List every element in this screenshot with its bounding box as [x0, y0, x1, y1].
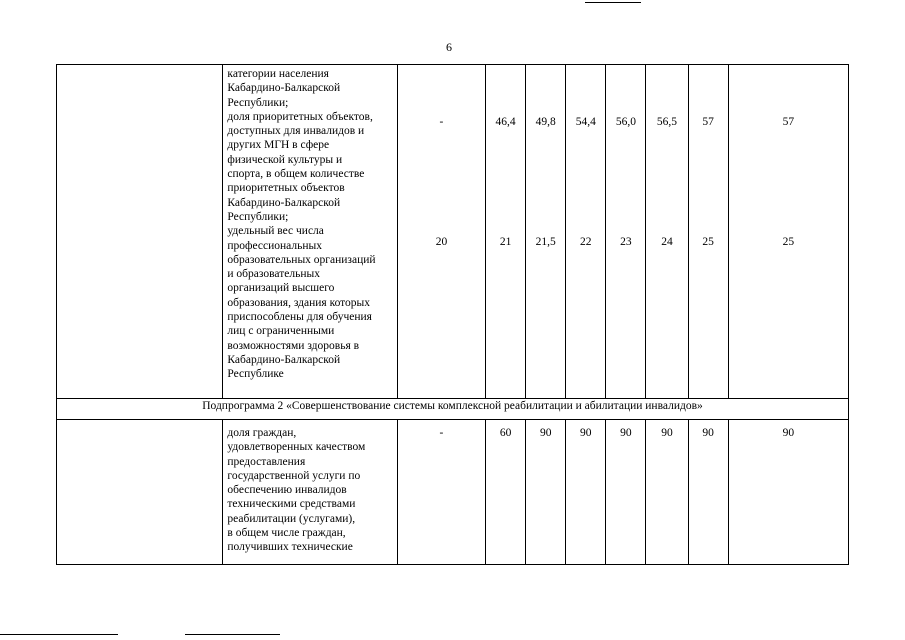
value-b: 25 — [782, 236, 795, 248]
description-line: Кабардино-Балкарской — [227, 82, 341, 95]
description-line: категории населения — [227, 68, 329, 80]
description-line: Кабардино-Балкарской — [227, 196, 341, 209]
value-cell-8 — [728, 65, 848, 399]
value-cell-3 — [526, 65, 566, 399]
description-line: организаций высшего — [227, 282, 335, 295]
value-cell-7 — [688, 420, 728, 565]
value-cell-5 — [606, 420, 646, 565]
value: 90 — [539, 427, 552, 439]
subprogram-row — [57, 399, 849, 420]
indicator-description — [223, 65, 397, 399]
description-line: и образовательных — [227, 268, 320, 281]
value-cell-3 — [526, 420, 566, 565]
description-line: Республике — [227, 368, 284, 381]
description-lines — [227, 426, 392, 555]
scan-mark-top — [585, 2, 641, 3]
value-cell-6 — [646, 420, 688, 565]
value-a: 49,8 — [535, 116, 556, 128]
value-cell-2 — [486, 420, 526, 565]
subprogram-title: Подпрограмма 2 «Совершенствование системы комплексной реабилитации и абилитации инвалидов» — [57, 399, 849, 420]
empty-cell — [57, 420, 223, 565]
value-b: 22 — [580, 236, 592, 248]
description-line: государственной услуги по — [227, 469, 361, 482]
value-cell-1 — [397, 65, 485, 399]
description-line: спорта, в общем количестве — [227, 168, 365, 181]
empty-cell — [57, 65, 223, 399]
description-line: удельный вес числа — [227, 225, 324, 238]
value-cell-4 — [566, 65, 606, 399]
value: 90 — [782, 427, 795, 439]
value: 90 — [620, 427, 632, 439]
table-row — [57, 65, 849, 399]
indicators-table — [56, 64, 849, 565]
description-line: Республики; — [227, 96, 289, 109]
description-line: реабилитации (услугами), — [227, 512, 356, 525]
scan-mark-bottom-right — [185, 634, 280, 635]
value-b: 20 — [435, 236, 448, 248]
description-line: в общем числе граждан, — [227, 527, 346, 540]
indicator-description — [223, 420, 397, 565]
value-a: 57 — [702, 116, 714, 128]
description-line: обеспечению инвалидов — [227, 484, 347, 497]
description-line: профессиональных — [227, 239, 322, 252]
value: 60 — [499, 427, 512, 439]
value-b: 21 — [499, 236, 512, 248]
page-number: 6 — [446, 40, 452, 54]
description-line: доступных для инвалидов и — [227, 125, 365, 138]
description-line: техническими средствами — [227, 498, 356, 511]
description-line: получивших технические — [227, 541, 353, 554]
description-line: физической культуры и — [227, 153, 343, 166]
description-line: других МГН в сфере — [227, 139, 330, 152]
value: 90 — [661, 427, 673, 439]
value-a: 57 — [782, 116, 795, 128]
value-cell-2 — [486, 65, 526, 399]
value-cell-7 — [688, 65, 728, 399]
value-cell-1 — [397, 420, 485, 565]
description-line: образовательных организаций — [227, 253, 376, 266]
description-line: образования, здания которых — [227, 296, 371, 309]
description-line: лиц с ограниченными — [227, 325, 335, 338]
value-b: 23 — [620, 236, 632, 248]
description-line: доля приоритетных объектов, — [227, 110, 373, 123]
description-line: Республики; — [227, 210, 289, 223]
description-lines — [227, 67, 392, 382]
table-row — [57, 420, 849, 565]
value: 90 — [580, 427, 592, 439]
value-cell-8 — [728, 420, 848, 565]
value: - — [439, 427, 444, 439]
description-line: удовлетворенных качеством — [227, 441, 366, 454]
value-a: - — [439, 116, 444, 128]
description-line: Кабардино-Балкарской — [227, 353, 341, 366]
value-a: 54,4 — [575, 116, 596, 128]
value-b: 25 — [702, 236, 714, 248]
value-b: 21,5 — [535, 236, 556, 248]
value-a: 46,4 — [495, 116, 516, 128]
value-a: 56,0 — [615, 116, 636, 128]
value-cell-4 — [566, 420, 606, 565]
value: 90 — [702, 427, 714, 439]
description-line: приоритетных объектов — [227, 182, 345, 195]
value-b: 24 — [661, 236, 673, 248]
description-line: предоставления — [227, 455, 306, 468]
description-line: возможностями здоровья в — [227, 339, 360, 352]
value-a: 56,5 — [656, 116, 678, 128]
description-line: приспособлены для обучения — [227, 311, 372, 324]
scan-mark-bottom-left — [0, 634, 118, 635]
value-cell-5 — [606, 65, 646, 399]
value-cell-6 — [646, 65, 688, 399]
description-line: доля граждан, — [227, 427, 297, 439]
